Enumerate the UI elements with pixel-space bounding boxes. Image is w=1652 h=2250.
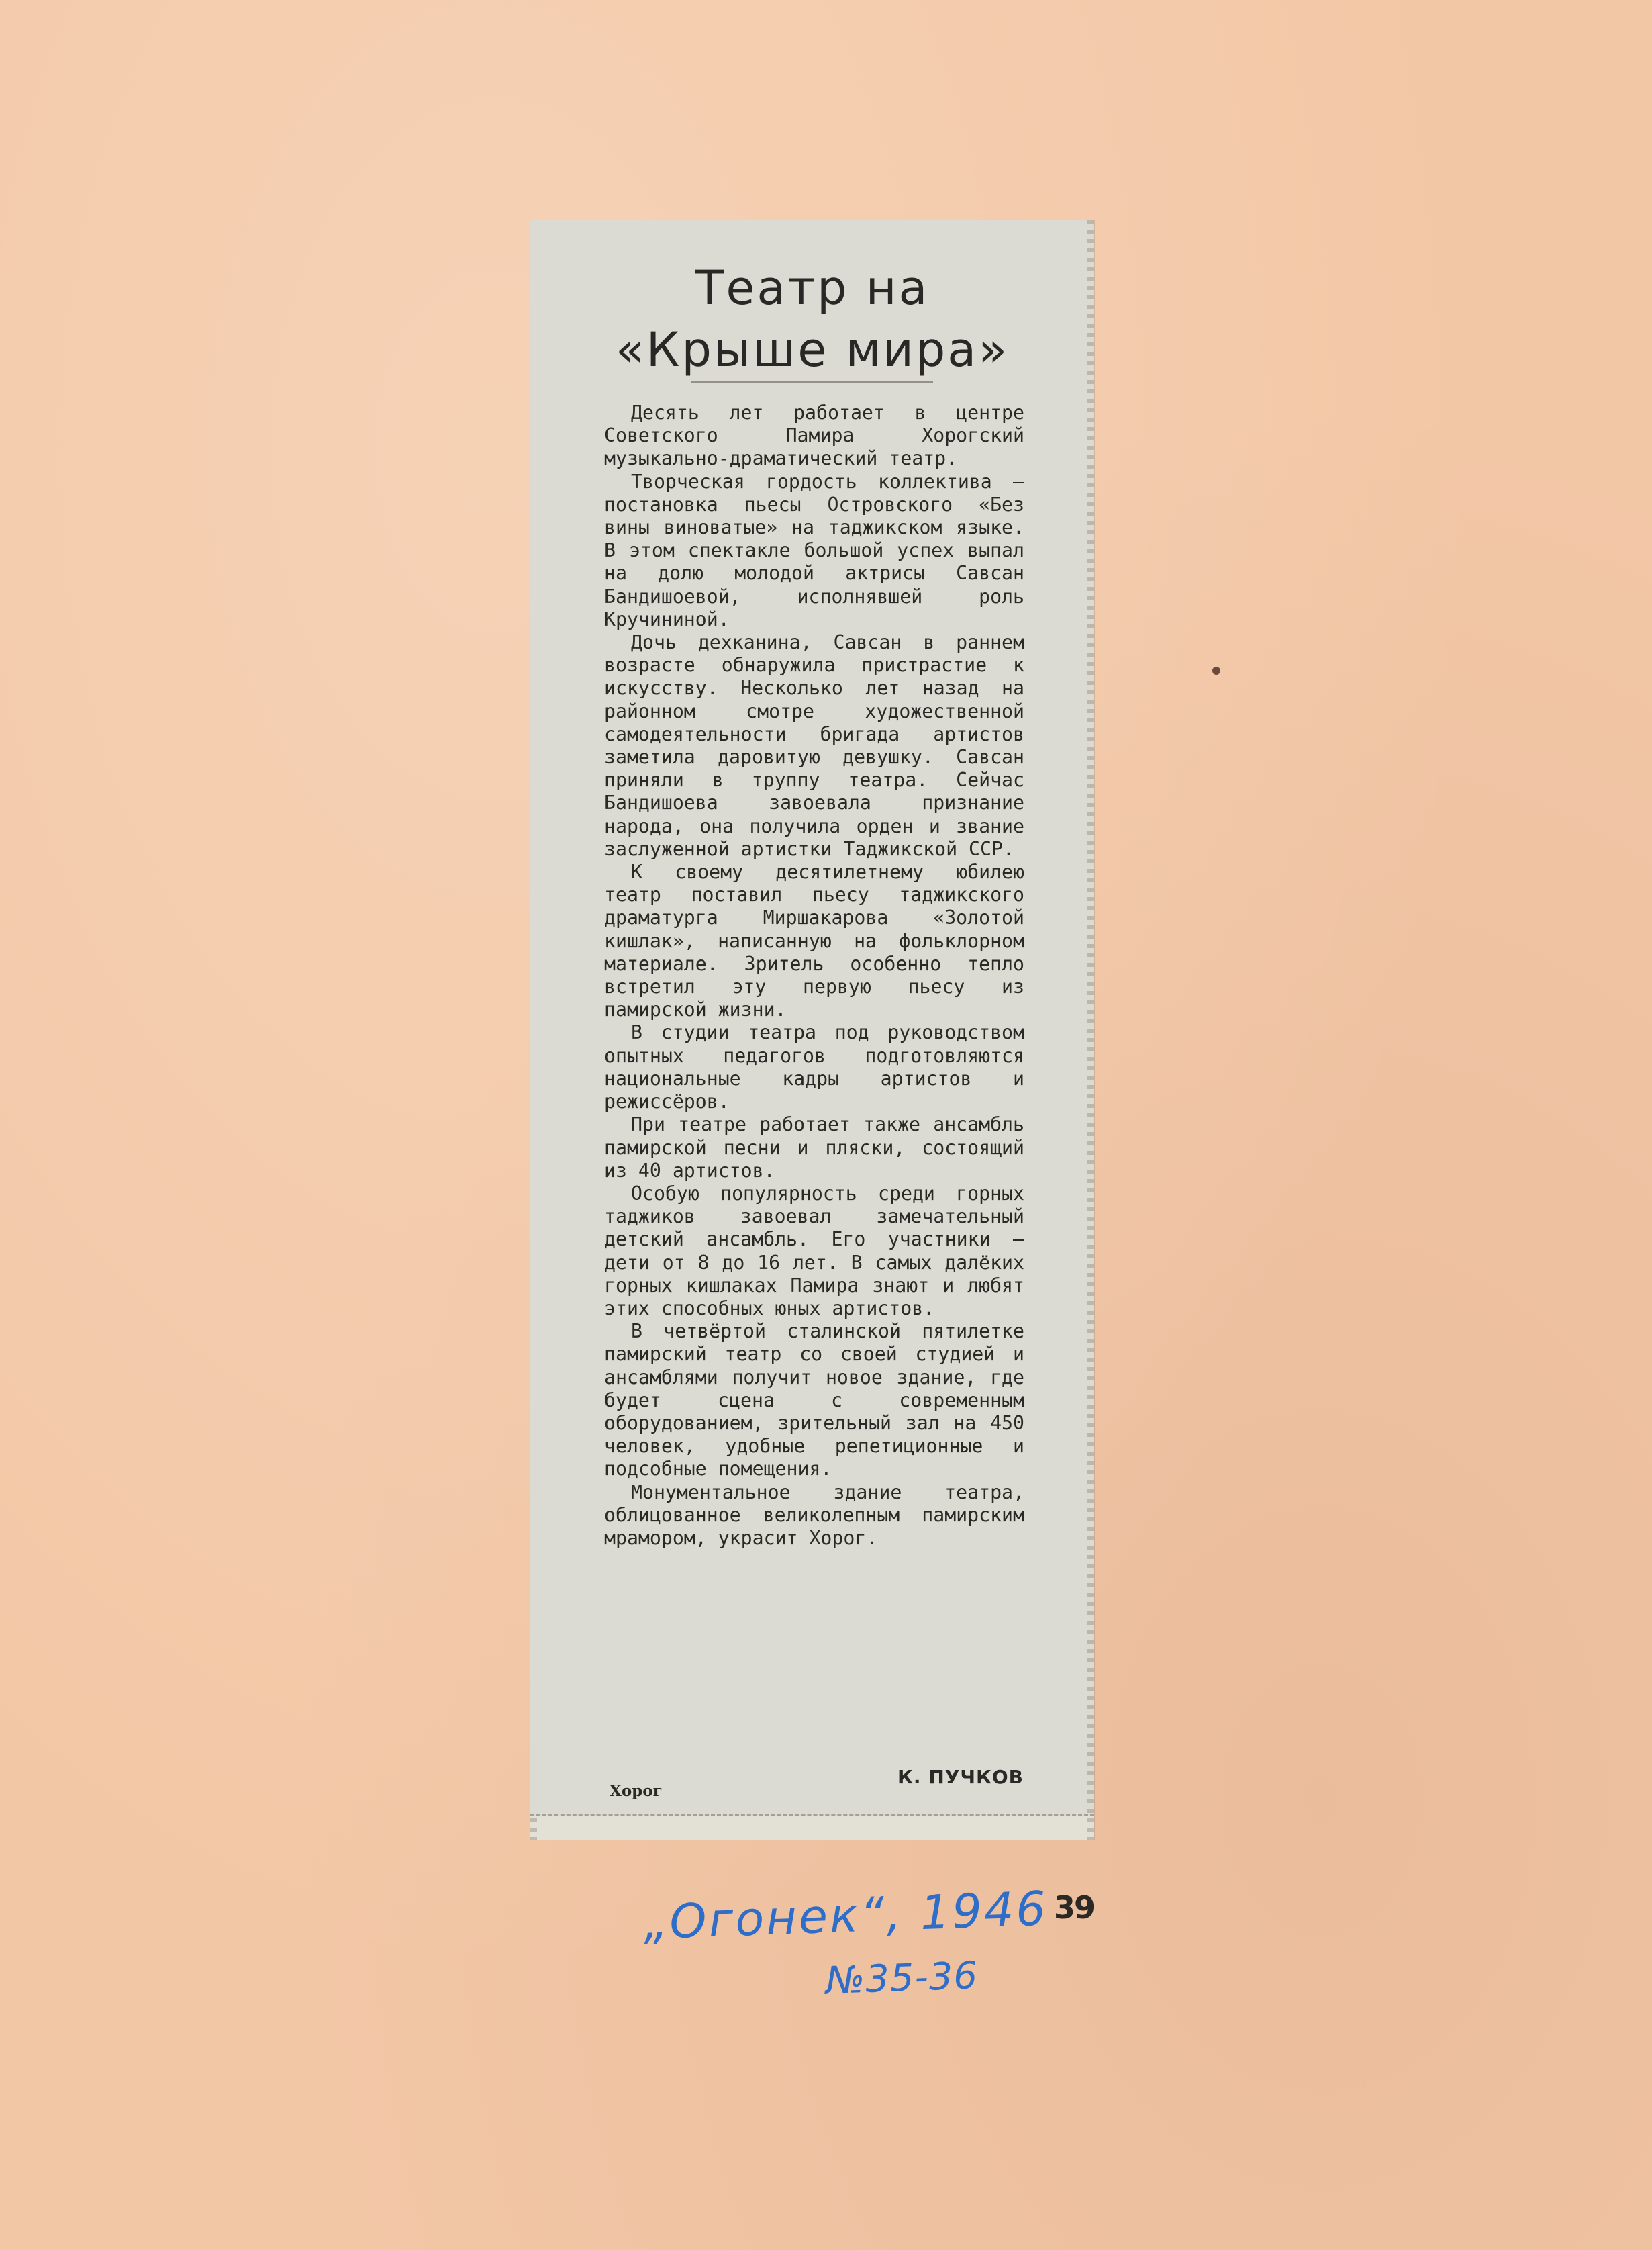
paragraph: При театре работает также ансамбль памирской песни и пляски, состоящий из 40 артистов. xyxy=(604,1113,1024,1182)
handwritten-issue: №35-36 xyxy=(824,1954,979,2003)
paragraph: Монументальное здание театра, облицованное великолепным памирским мрамором, украсит Хорог. xyxy=(604,1481,1024,1549)
paragraph: Дочь дехканина, Савсан в раннем возрасте обнаружила пристрастие к искусству. Несколько лет назад на районном смотре художественной самодеятельности бригада артистов заметила даровитую девушку. Савсан приняли в труппу театра. Сейчас Бандишоева завоевала признание народа, она получила орден и звание заслуженной артистки Таджикской ССР. xyxy=(604,631,1024,860)
article-title xyxy=(530,257,1094,381)
newspaper-clipping xyxy=(530,220,1095,2003)
paragraph: К своему десятилетнему юбилею театр поставил пьесу таджикского драматурга Миршакарова «Золотой кишлак», написанную на фольклорном материале. Зритель особенно тепло встретил эту первую пьесу из памирской жизни. xyxy=(604,861,1024,1021)
paragraph: Творческая гордость коллектива — постановка пьесы Островского «Без вины виноватые» на таджикском языке. В этом спектакле большой успех выпал на долю молодой актрисы Савсан Бандишоевой, исполнявшей роль Кручининой. xyxy=(604,470,1024,630)
author-byline: К. ПУЧКОВ xyxy=(897,1766,1024,1788)
page-number: 39 xyxy=(1054,1889,1095,1926)
article-title-line2: «Крыше мира» xyxy=(615,322,1010,377)
article-body xyxy=(604,402,1024,1550)
paragraph: В четвёртой сталинской пятилетке памирский театр со своей студией и ансамблями получит новое здание, где будет сцена с современным оборудованием, зрительный зал на 450 человек, удобные репетиционные и подсобные помещения. xyxy=(604,1320,1024,1481)
paragraph: Десять лет работает в центре Советского Памира Хорогский музыкально-драматический театр. xyxy=(604,402,1024,470)
title-divider xyxy=(691,381,933,383)
paragraph: В студии театра под руководством опытных педагогов подготовляются национальные кадры артистов и режиссёров. xyxy=(604,1021,1024,1113)
paper-speck xyxy=(1212,667,1220,675)
article xyxy=(530,220,1094,1816)
article-title-line1: Театр на xyxy=(695,261,930,316)
handwritten-source: „Огонек“, 1946 xyxy=(642,1881,1049,1951)
dateline-location: Хорог xyxy=(610,1782,663,1800)
paragraph: Особую популярность среди горных таджиков завоевал замечательный детский ансамбль. Его участники — дети от 8 до 16 лет. В самых далёких горных кишлаках Памира знают и любят этих способных юных артистов. xyxy=(604,1182,1024,1319)
